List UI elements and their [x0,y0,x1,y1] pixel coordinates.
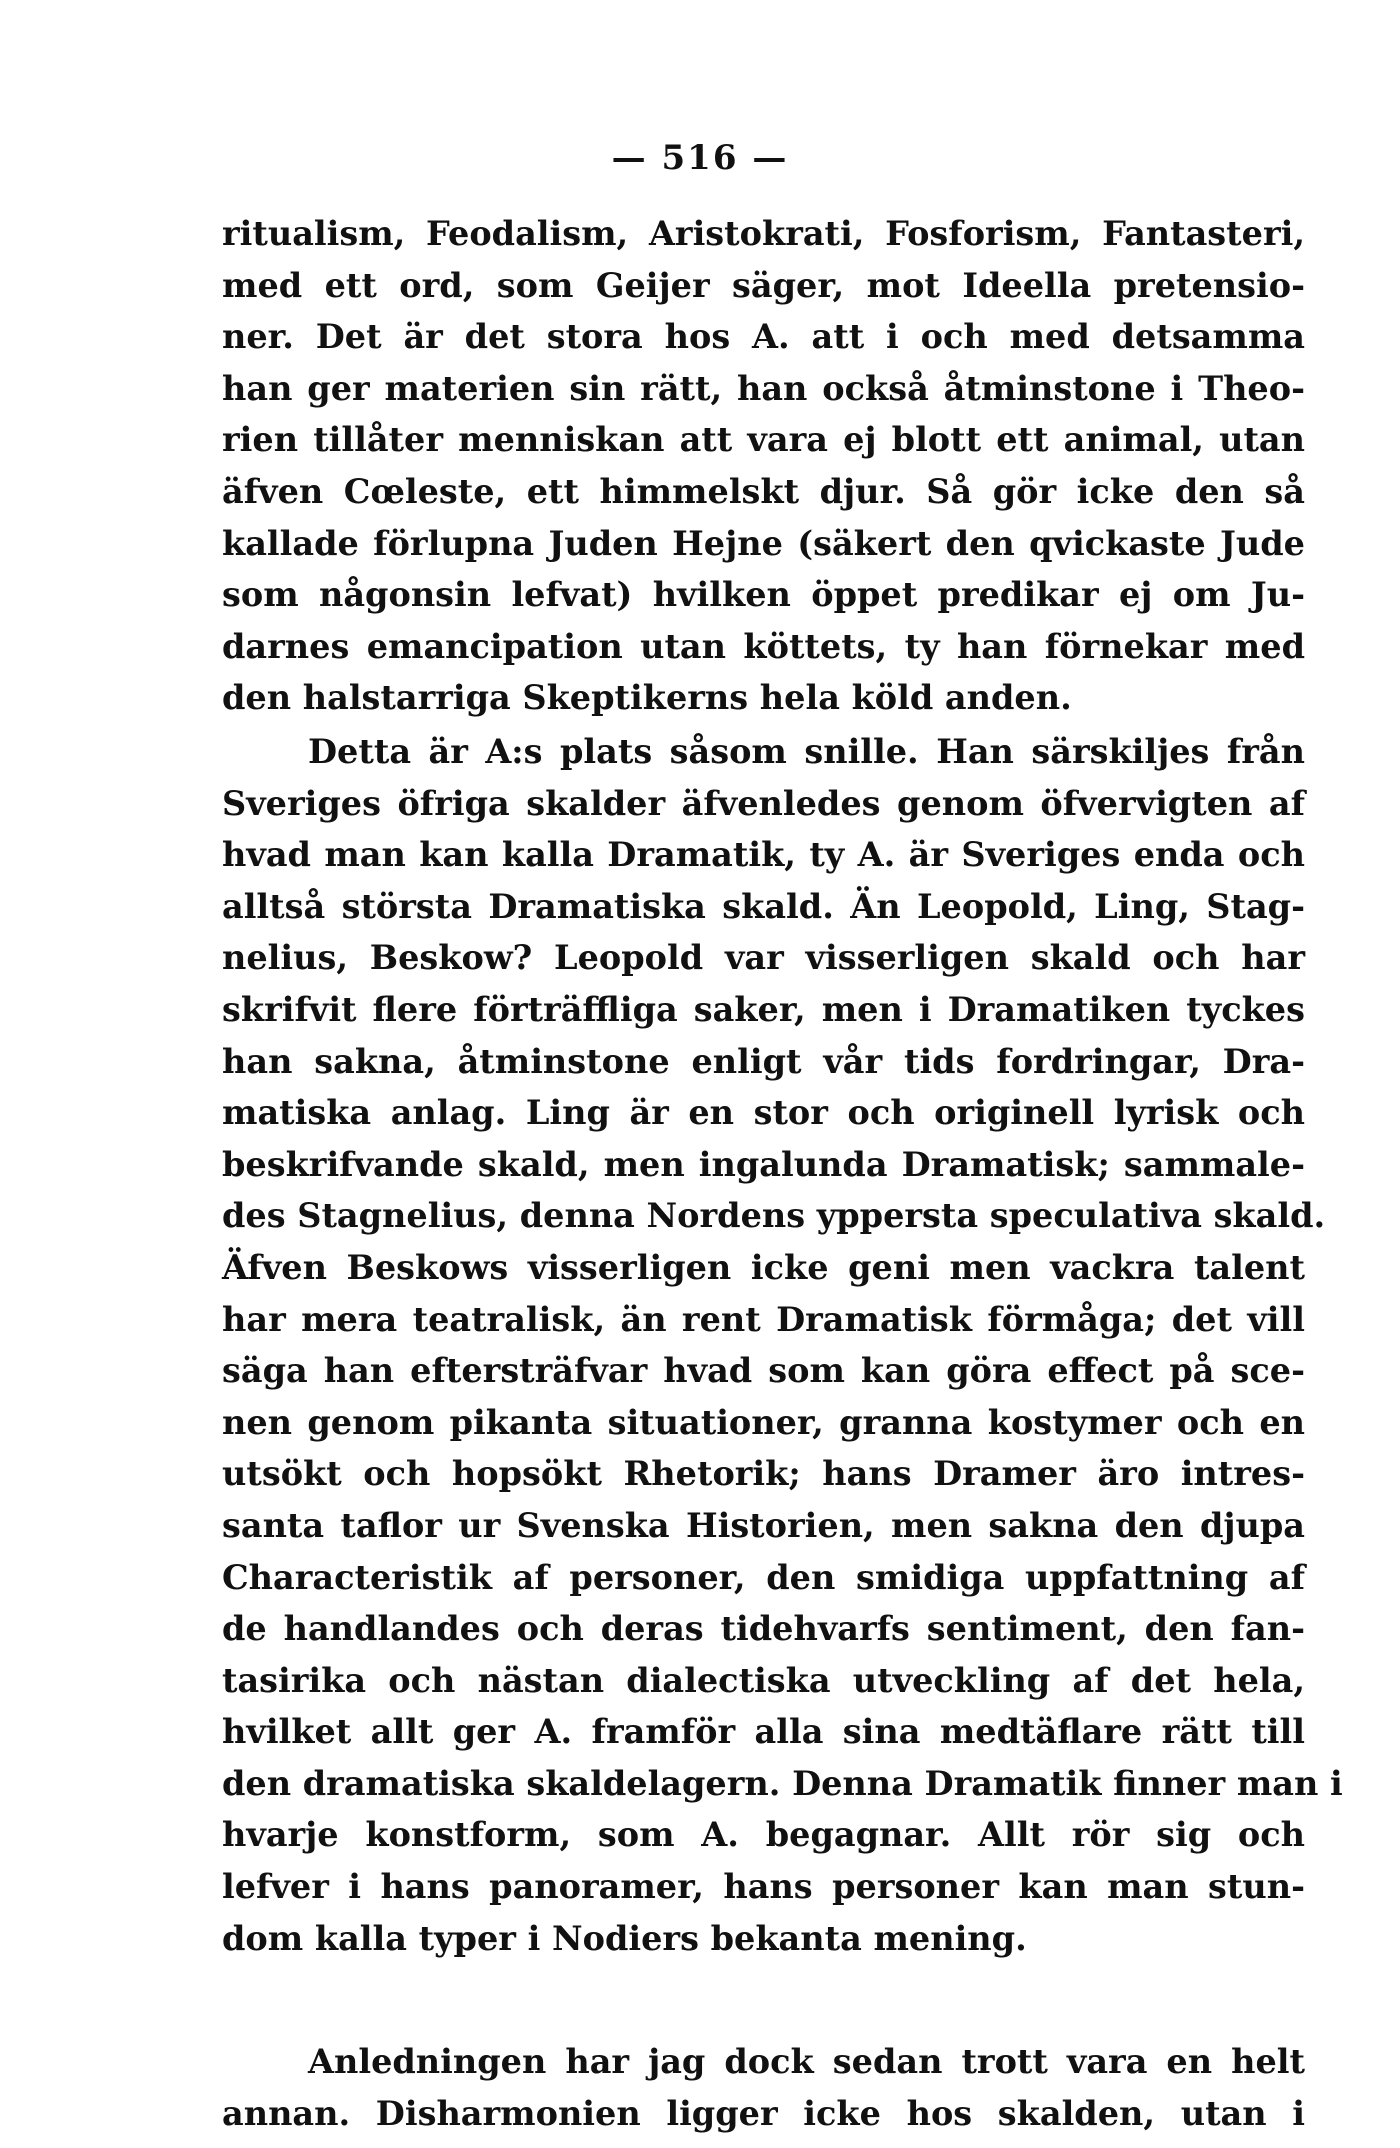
text-line: hvilket allt ger A. framför alla sina medtäflare rätt till [222,1712,1305,1752]
text-line: med ett ord, som Geijer säger, mot Ideella pretensio- [222,265,1305,305]
text-line: ritualism, Feodalism, Aristokrati, Fosforism, Fantasteri, [222,214,1305,253]
text-line: Detta är A:s plats såsom snille. Han särskiljes från [308,732,1305,771]
text-line: den halstarriga Skeptikerns hela köld anden. [222,678,1072,718]
text-line: han sakna, åtminstone enligt vår tids fordringar, Dra- [222,1041,1305,1081]
text-line: nen genom pikanta situationer, granna kostymer och en [222,1402,1305,1442]
text-line: hvad man kan kalla Dramatik, ty A. är Sveriges enda och [222,835,1305,875]
text-line: darnes emancipation utan köttets, ty han förnekar med [222,626,1305,666]
text-line: matiska anlag. Ling är en stor och originell lyrisk och [222,1093,1305,1133]
text-line: hvarje konstform, som A. begagnar. Allt rör sig och [222,1815,1305,1855]
text-line: han ger materien sin rätt, han också åtminstone i Theo- [222,368,1305,408]
text-line: des Stagnelius, denna Nordens yppersta speculativa skald. [222,1196,1326,1236]
text-line: dom kalla typer i Nodiers bekanta mening. [222,1918,1027,1958]
text-line: Sveriges öfriga skalder äfvenledes genom öfvervigten af [222,783,1305,823]
text-line: beskrifvande skald, men ingalunda Dramatisk; sammale- [222,1144,1305,1184]
text-line: annan. Disharmonien ligger icke hos skalden, utan i [222,2093,1305,2133]
text-line: som någonsin lefvat) hvilken öppet predikar ej om Ju- [222,575,1305,615]
text-line: de handlandes och deras tidehvarfs sentiment, den fan- [222,1609,1305,1649]
text-line: utsökt och hopsökt Rhetorik; hans Dramer äro intres- [222,1454,1305,1494]
paragraph-2 [222,726,1343,1964]
text-line: äfven Cœleste, ett himmelskt djur. Så gör icke den så [222,471,1305,511]
text-line: skrifvit flere förträffliga saker, men i Dramatiken tyckes [222,989,1305,1029]
text-line: har mera teatralisk, än rent Dramatisk förmåga; det vill [222,1299,1305,1339]
paragraph-3 [222,2036,1305,2139]
text-line: alltså största Dramatiska skald. Än Leopold, Ling, Stag- [222,886,1305,926]
text-line: den dramatiska skaldelagern. Denna Dramatik finner man i [222,1763,1343,1803]
text-line: ner. Det är det stora hos A. att i och med detsamma [222,317,1305,357]
text-line: tasirika och nästan dialectiska utveckling af det hela, [222,1660,1305,1700]
paragraph-1 [222,208,1305,724]
text-line: lefver i hans panoramer, hans personer kan man stun- [222,1867,1305,1907]
text-line: rien tillåter menniskan att vara ej blott ett animal, utan [222,420,1305,460]
text-line: santa taflor ur Svenska Historien, men sakna den djupa [222,1505,1305,1545]
text-line: säga han eftersträfvar hvad som kan göra effect på sce- [222,1351,1305,1391]
text-line: Anledningen har jag dock sedan trott vara en helt [308,2042,1305,2081]
text-line: Characteristik af personer, den smidiga uppfattning af [222,1557,1305,1597]
text-line: Äfven Beskows visserligen icke geni men vackra talent [222,1247,1305,1287]
text-line: nelius, Beskow? Leopold var visserligen skald och har [222,938,1305,978]
text-line: kallade förlupna Juden Hejne (säkert den qvickaste Jude [222,523,1305,563]
page-number: — 516 — [611,138,789,178]
